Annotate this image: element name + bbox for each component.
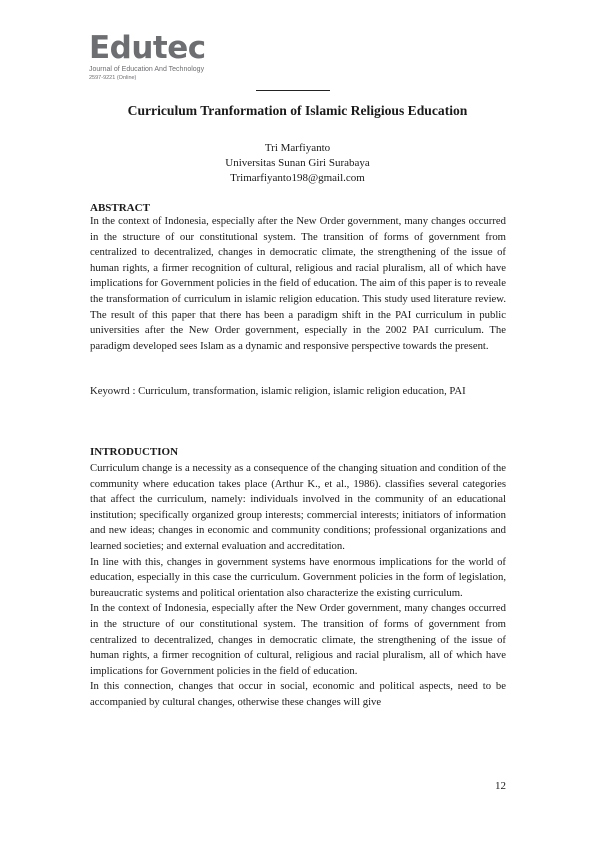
paper-title: Curriculum Tranformation of Islamic Religious Education (127, 103, 468, 118)
author-block (0, 141, 595, 186)
logo-subtitle: Journal of Education And Technology (89, 66, 205, 73)
intro-paragraph: Curriculum change is a necessity as a consequence of the changing situation and condition of the community where education takes place (Arthur K., et al., 1986). classifies several categories that affect the curriculum, namely: individuals involved in the community of an educational institution; specifically organized group interests; commercial interests; initiators of information and new ideas; changes in economic and community conditions; professional organizations and learned societies; and external evaluation and accreditation. (90, 462, 506, 552)
logo-name: Edutec (89, 30, 206, 66)
abstract-heading: ABSTRACT (90, 202, 150, 214)
author-affiliation: Universitas Sunan Giri Surabaya (225, 157, 370, 169)
intro-paragraph: In this connection, changes that occur in social, economic and political aspects, need to be accompanied by cultural changes, otherwise these changes will give (90, 680, 506, 708)
abstract-text: In the context of Indonesia, especially after the New Order government, many changes occurred in the structure of our constitutional system. The transition of forms of government from centralized to decentralized, changes in democratic climate, the strengthening of the issue of human rights, a firmer recognition of cultural, religious and racial pluralism, all of which have implications for Government policies in the field of education. The aim of this paper is to reveale the transformation of curriculum in islamic religion education. This study used literature review. The result of this paper that there has been a paradigm shift in the PAI curriculum in public universities after the New Order government, especially in the 2002 PAI curriculum. The paradigm developed sees Islam as a dynamic and responsive perspective towards the present. (90, 215, 506, 352)
author-email: Trimarfiyanto198@gmail.com (230, 172, 365, 184)
author-name: Tri Marfiyanto (264, 142, 331, 154)
introduction-heading: INTRODUCTION (90, 446, 179, 458)
header-divider (256, 90, 330, 91)
introduction-body (90, 461, 506, 711)
issn-label: 2597-9221 (Online) (89, 75, 137, 81)
intro-paragraph: In the context of Indonesia, especially after the New Order government, many changes occurred in the structure of our constitutional system. The transition of forms of government from centralized to decentralized, changes in democratic climate, the strengthening of the issue of human rights, a firmer recognition of cultural, religious and racial pluralism, all of which have implications for Government policies in the field of education. (90, 602, 506, 677)
keywords: Keyowrd : Curriculum, transformation, islamic religion, islamic religion education, PAI (90, 385, 466, 397)
intro-paragraph: In line with this, changes in government systems have enormous implications for the world of education, especially in this case the curriculum. Government policies in the form of legislation, bureaucratic systems and political orientation also characterize the existing curriculum. (90, 555, 506, 599)
journal-logo (89, 32, 259, 82)
page-number: 12 (495, 780, 506, 792)
